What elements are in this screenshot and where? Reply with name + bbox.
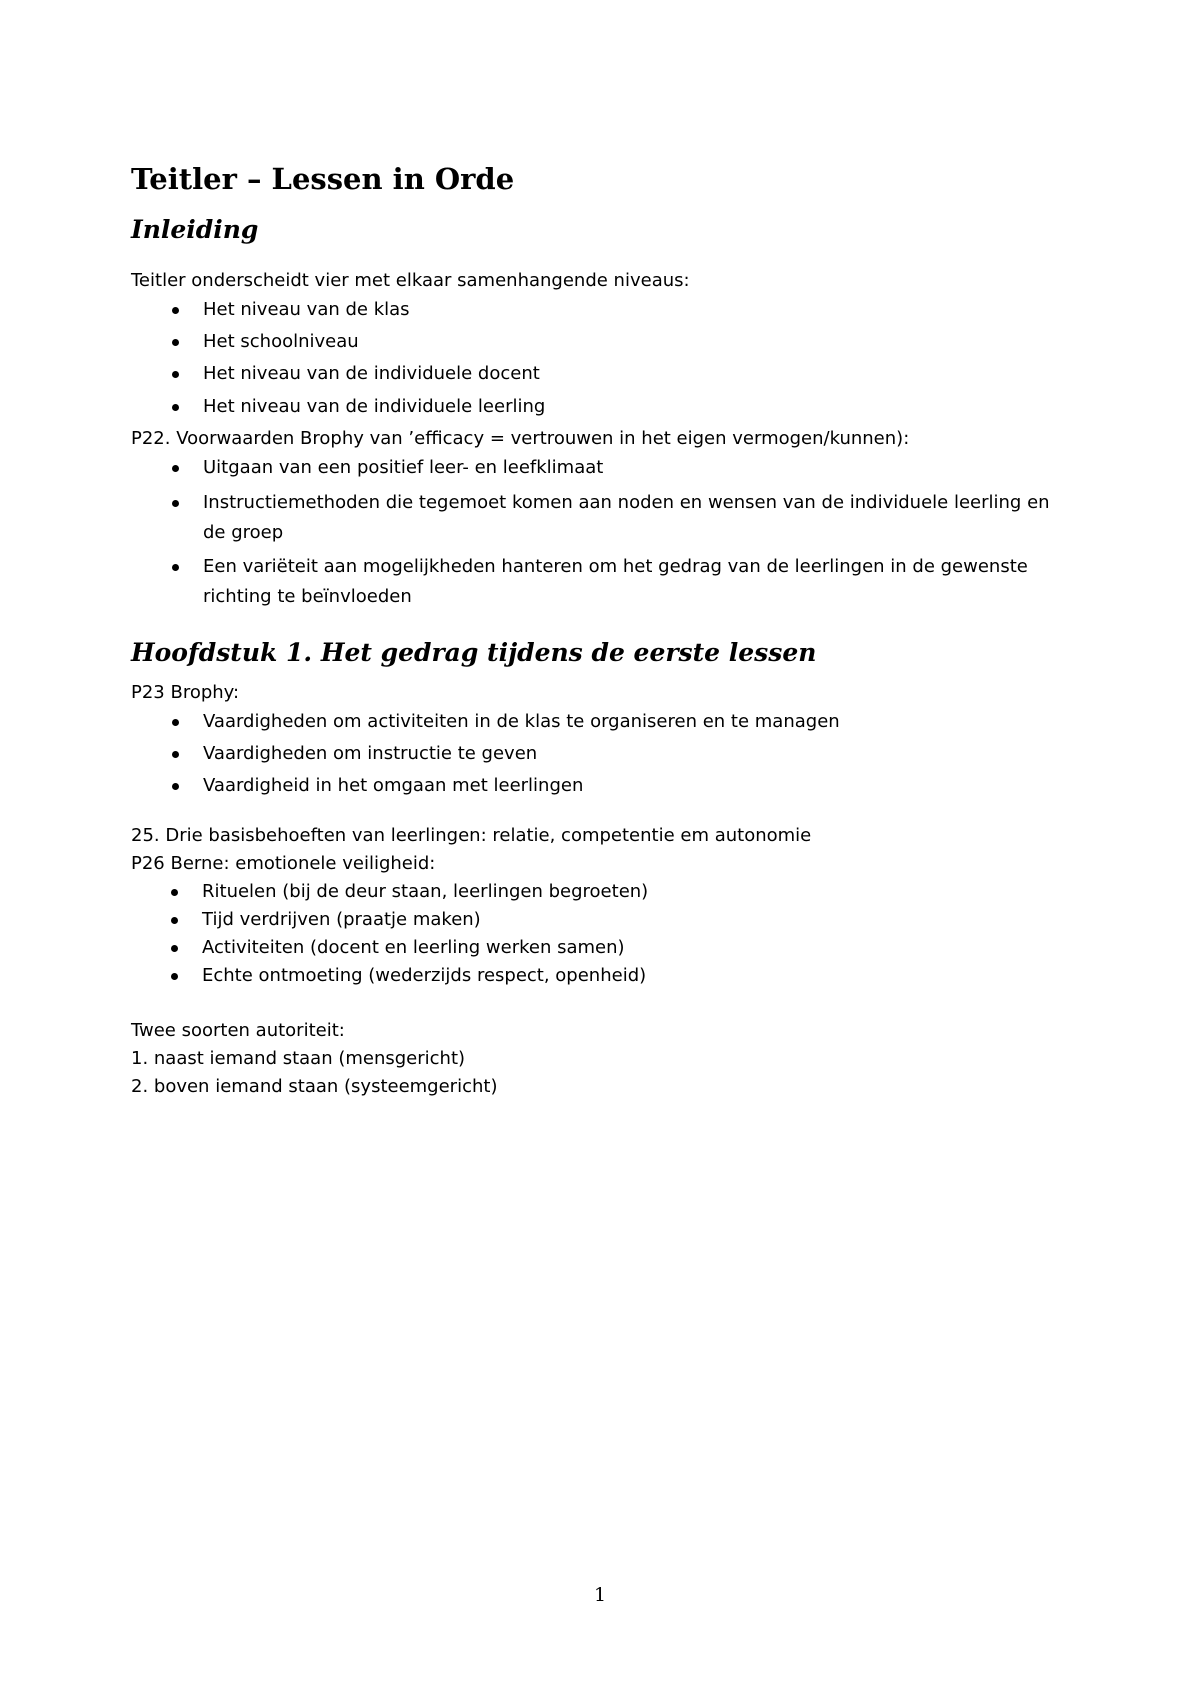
list-item: Vaardigheid in het omgaan met leerlingen [203, 773, 1073, 799]
bullet-icon [171, 945, 178, 952]
list-item: Vaardigheden om activiteiten in de klas te organiseren en te managen [203, 709, 1073, 735]
bullet-icon [172, 564, 179, 571]
authority-line: Twee soorten autoriteit: [131, 1020, 345, 1041]
authority-item: 2. boven iemand staan (systeemgericht) [131, 1076, 498, 1097]
list-item: Activiteiten (docent en leerling werken samen) [202, 935, 1072, 961]
list-item: Instructiemethoden die tegemoet komen aan noden en wensen van de individuele leerling en de groep [203, 488, 1073, 548]
bullet-icon [171, 917, 178, 924]
list-item: Echte ontmoeting (wederzijds respect, openheid) [202, 963, 1072, 989]
list-item: Het niveau van de klas [203, 297, 1073, 323]
page-number: 1 [593, 1584, 607, 1606]
list-item: Het schoolniveau [203, 329, 1073, 355]
list-item: Het niveau van de individuele docent [203, 361, 1073, 387]
document-title: Teitler – Lessen in Orde [131, 162, 515, 196]
bullet-icon [171, 973, 178, 980]
brophy-conditions-line: P22. Voorwaarden Brophy van ’efficacy = vertrouwen in het eigen vermogen/kunnen): [131, 428, 910, 449]
list-item: Een variëteit aan mogelijkheden hanteren om het gedrag van de leerlingen in de gewenste richting te beïnvloeden [203, 552, 1073, 612]
bullet-icon [172, 751, 179, 758]
basic-needs-line: 25. Drie basisbehoeften van leerlingen: relatie, competentie em autonomie [131, 825, 812, 846]
list-item: Rituelen (bij de deur staan, leerlingen begroeten) [202, 879, 1072, 905]
heading-hoofdstuk-1: Hoofdstuk 1. Het gedrag tijdens de eerste lessen [131, 638, 817, 667]
bullet-icon [172, 371, 179, 378]
bullet-icon [172, 465, 179, 472]
bullet-icon [172, 307, 179, 314]
bullet-icon [172, 404, 179, 411]
list-item: Vaardigheden om instructie te geven [203, 741, 1073, 767]
bullet-icon [172, 719, 179, 726]
authority-item: 1. naast iemand staan (mensgericht) [131, 1048, 466, 1069]
heading-inleiding: Inleiding [131, 215, 259, 244]
bullet-icon [172, 500, 179, 507]
list-item: Het niveau van de individuele leerling [203, 394, 1073, 420]
list-item: Tijd verdrijven (praatje maken) [202, 907, 1072, 933]
bullet-icon [171, 889, 178, 896]
intro-line: Teitler onderscheidt vier met elkaar samenhangende niveaus: [131, 270, 690, 291]
list-item: Uitgaan van een positief leer- en leefklimaat [203, 455, 1073, 481]
brophy-line: P23 Brophy: [131, 682, 240, 703]
berne-line: P26 Berne: emotionele veiligheid: [131, 853, 436, 874]
bullet-icon [172, 339, 179, 346]
bullet-icon [172, 783, 179, 790]
